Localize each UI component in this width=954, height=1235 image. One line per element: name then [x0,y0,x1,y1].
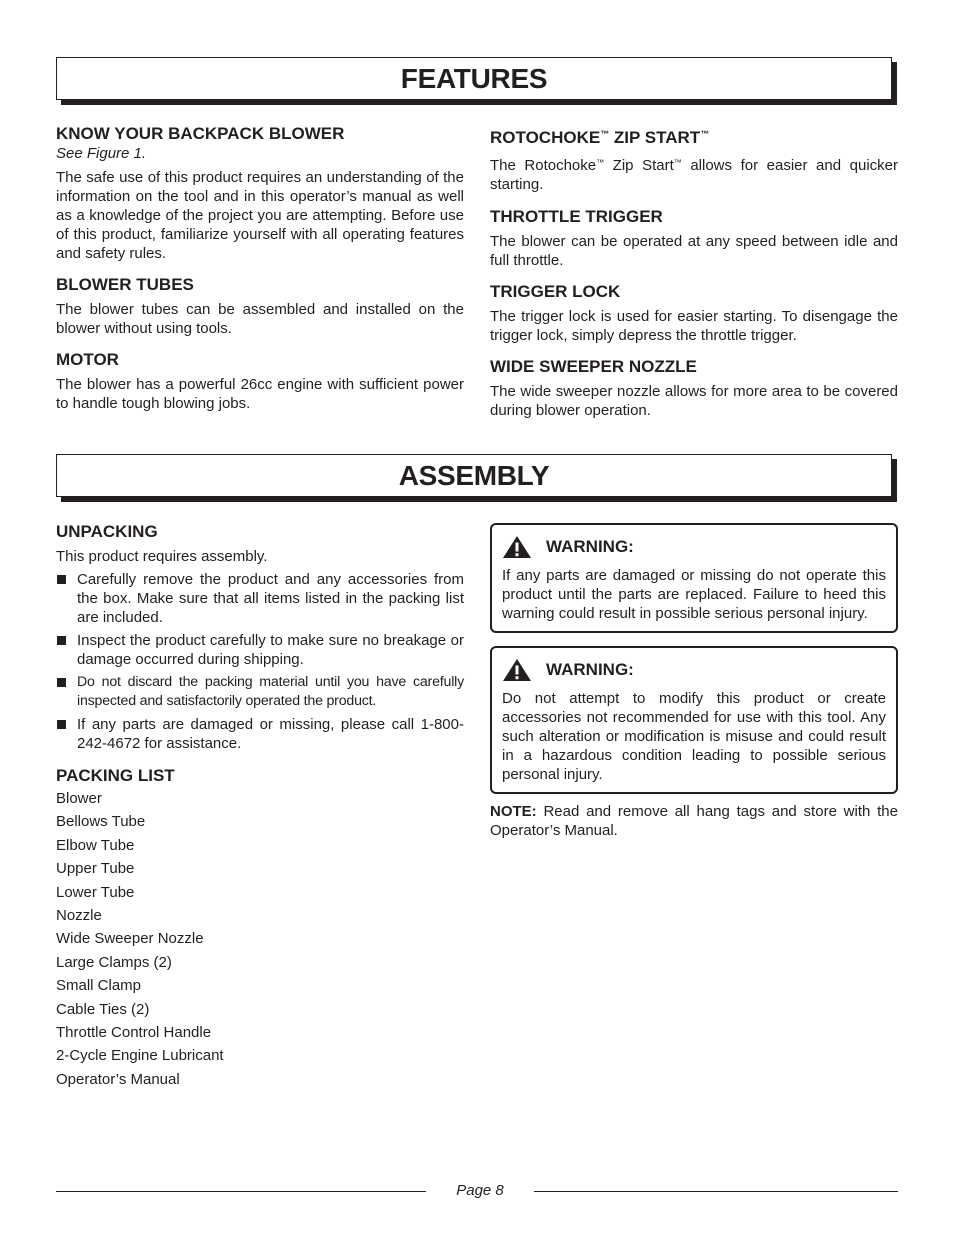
know-your-blower-body: The safe use of this product requires an understanding of the information on the tool and in this operator’s manual as well as a knowledge of the project you are attempting. Before use of this product, familiarize yourself with all operating features and safety rules. [56,169,464,262]
list-item: Cable Ties (2) [56,1000,150,1018]
rotochoke-heading: ROTOCHOKE™ ZIP START™ [490,128,710,147]
list-item: Elbow Tube [56,836,135,854]
list-item: Wide Sweeper Nozzle [56,930,204,948]
unpacking-heading: UNPACKING [56,522,158,541]
trigger-lock-heading: TRIGGER LOCK [490,282,621,301]
trigger-lock-body: The trigger lock is used for easier starting. To disengage the trigger lock, simply depress the throttle trigger. [490,308,898,344]
list-item: Do not discard the packing material until you have carefully inspected and satisfactorily operated the product. [56,673,464,711]
list-item: Small Clamp [56,977,142,995]
list-item: Nozzle [56,907,102,925]
blower-tubes-body: The blower tubes can be assembled and installed on the blower without using tools. [56,301,464,337]
warning-triangle-icon [502,658,532,682]
blower-tubes-heading: BLOWER TUBES [56,275,194,294]
warning-header [502,535,886,559]
warning-label: WARNING: [546,537,634,556]
warning-header [502,658,886,682]
packing-list [56,787,464,1091]
unpacking-intro: This product requires assembly. [56,548,268,565]
see-figure-reference: See Figure 1. [56,145,147,162]
motor-heading: MOTOR [56,350,119,369]
list-item: Bellows Tube [56,813,146,831]
note-block [490,802,898,840]
features-right-column [490,124,898,420]
note-text [490,802,898,840]
assembly-title: ASSEMBLY [398,459,550,491]
footer-rule-right [534,1191,898,1192]
list-item: Blower [56,790,102,807]
motor-body: The blower has a powerful 26cc engine with sufficient power to handle tough blowing jobs. [56,376,464,412]
warning-box-2 [490,646,898,794]
wide-sweeper-body: The wide sweeper nozzle allows for more area to be covered during blower operation. [490,383,898,419]
list-item: Carefully remove the product and any accessories from the box. Make sure that all items listed in the packing list are included. [56,570,464,627]
list-item: Throttle Control Handle [56,1024,212,1042]
throttle-trigger-body: The blower can be operated at any speed between idle and full throttle. [490,233,898,269]
list-item: Lower Tube [56,883,135,901]
rotochoke-body: The Rotochoke™ Zip Start™ allows for easier and quicker starting. [490,157,898,193]
page-number: Page 8 [456,1182,504,1199]
footer-rule-left [56,1191,426,1192]
note-body: Read and remove all hang tags and store with the Operator’s Manual. [490,803,898,839]
know-your-blower-heading: KNOW YOUR BACKPACK BLOWER [56,124,345,143]
throttle-trigger-heading: THROTTLE TRIGGER [490,207,663,226]
packing-list-heading: PACKING LIST [56,766,175,785]
warning-triangle-icon [502,535,532,559]
warning-label: WARNING: [546,660,634,679]
list-item: Large Clamps (2) [56,953,172,971]
assembly-banner [56,454,892,497]
list-item: If any parts are damaged or missing, please call 1-800-242-4672 for assistance. [56,715,464,753]
list-item: Operator’s Manual [56,1070,180,1088]
features-left-column [56,124,464,413]
list-item: Inspect the product carefully to make sure no breakage or damage occurred during shipping. [56,631,464,669]
unpacking-bullet-list [56,570,464,753]
note-label: NOTE: [490,803,537,820]
warning-body: Do not attempt to modify this product or create accessories not recommended for use with this tool. Any such alteration or modification is misuse and could result in a hazardous condition leading to possible serious personal injury. [502,690,886,783]
list-item: 2-Cycle Engine Lubricant [56,1047,224,1065]
warning-body: If any parts are damaged or missing do not operate this product until the parts are replaced. Failure to heed this warning could result in possible serious personal injury. [502,567,886,622]
list-item: Upper Tube [56,860,135,878]
features-banner [56,57,892,100]
warning-box-1 [490,523,898,633]
wide-sweeper-heading: WIDE SWEEPER NOZZLE [490,357,697,376]
assembly-left-column [56,522,464,1091]
features-title: FEATURES [400,62,548,94]
